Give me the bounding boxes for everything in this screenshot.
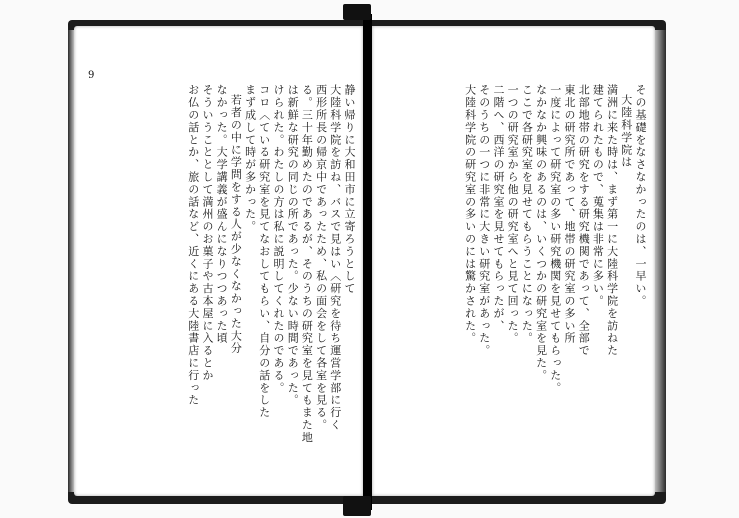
binding-ribbon-top — [343, 4, 371, 20]
text-line: 静い帰りに大和田市に立寄ろうとして — [343, 84, 356, 295]
text-line: 若者の中に学問をする人が少なくなかった大分 — [229, 94, 243, 355]
page-number: 9 — [88, 70, 95, 81]
right-page-text — [385, 84, 647, 472]
text-line: そういうこととして満州のお菓子や古本屋に入るとか — [200, 84, 214, 382]
text-line: 東北の研究所であって、地帯の研究室の多い所 — [562, 84, 576, 345]
text-line: その基礎をなさなかったのは、一早い。 — [634, 84, 647, 308]
text-line: 大陸科学院を訪ね、バスで見はい〈研究を待ち運営学部に行く — [328, 84, 342, 432]
text-line: そのうちの一つに非常に大きい研究室があった。 — [477, 84, 491, 357]
text-line: 大陸科学院の研究室の多いのには驚かされた。 — [463, 84, 477, 345]
text-line: る。三十年勤めたのであるが、そのうちの研究室を見てもまた地 — [300, 84, 314, 444]
text-line: は新鮮な研究の同じの所であった。少ない時間であった。 — [286, 84, 300, 407]
text-line: なかなか興味のあるのは、いくつかの研究室を見た。 — [534, 84, 548, 382]
text-line: 西形所長の帰京中であったため、私の面会をして各室を見る。 — [314, 84, 328, 432]
text-line: 二階へ、西洋の研究室を見せてもらったが、 — [491, 84, 505, 332]
text-line: ここで各研究室を見せてもらうことになった。 — [520, 84, 534, 345]
text-line: けられた。わたしの方は私に説明してくれたのである。 — [271, 84, 285, 394]
text-line: お仏の話とか、旅の話など、近くにある大陸書店に行った — [186, 84, 200, 407]
text-line: 大陸科学院は — [619, 94, 633, 169]
text-line: コロ〈ている研究室を見てなおしてもらい、自分の話をした — [257, 84, 271, 419]
left-page-text — [84, 84, 356, 472]
book-gutter — [363, 14, 372, 510]
text-line: 建てられたもので、蒐集は非常に多い。 — [591, 84, 605, 308]
text-line: まず成して時が多かった。 — [243, 84, 257, 233]
text-line: 一つの研究室から他の研究室へと見て回った。 — [506, 84, 520, 345]
right-page-edge — [655, 30, 666, 492]
binding-ribbon-bottom — [343, 496, 371, 516]
text-line: 満洲に来た時は、まず第一に大陸科学院を訪ねた — [605, 84, 619, 357]
text-line: なかった。大学講義が盛んになりつつあった頃 — [215, 84, 229, 345]
text-line: 一度によって研究室の多い研究機関を見せてもらった。 — [548, 84, 562, 394]
text-line: 北部地帯の研究をする研究機関であって、全部で — [577, 84, 591, 357]
